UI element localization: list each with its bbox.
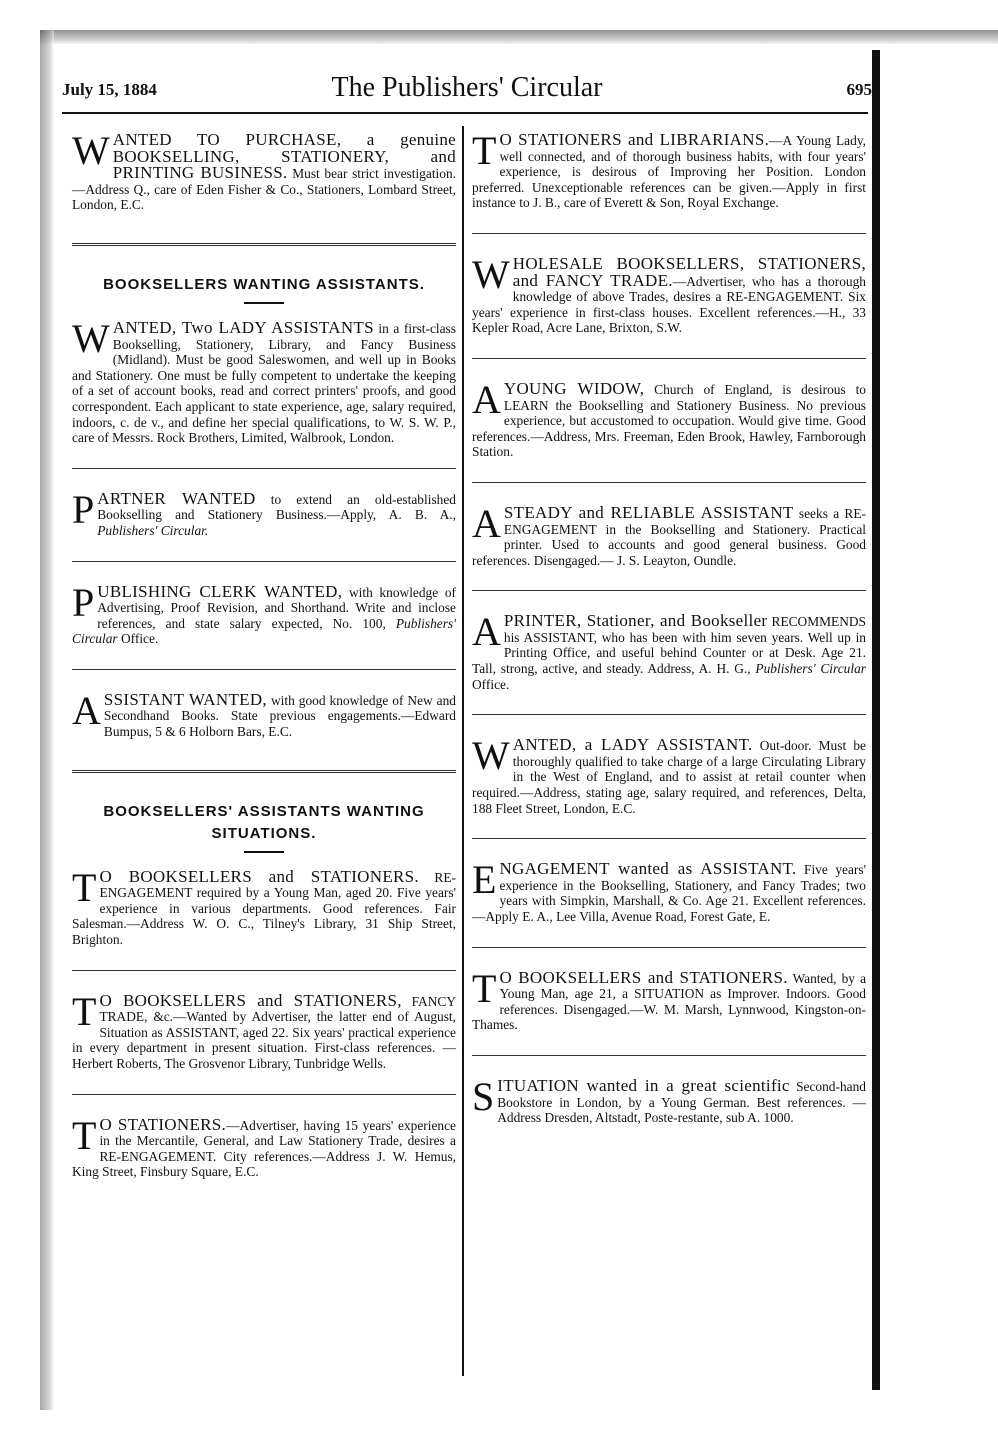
drop-cap: P bbox=[72, 486, 95, 532]
advert-body: Second-hand Bookstore in London, by a Young German. Best references. — Address Dresden, Altstadt, Poste-restante, sub A. 1000. bbox=[497, 1078, 866, 1126]
drop-cap: E bbox=[472, 857, 497, 903]
advert-booksellers-stationers-1 bbox=[72, 864, 456, 948]
advert-partner-wanted bbox=[72, 486, 456, 539]
advert-body: —Advertiser, who has a thorough knowledge of above Trades, desires a RE-ENGAGEMENT. Six years' experience in first-class houses. Excellent references.—H., 33 Kepler Road, Acre Lane, Brixton, S.W. bbox=[472, 273, 866, 336]
binding-bar bbox=[872, 50, 880, 1390]
divider bbox=[472, 358, 866, 359]
left-column bbox=[72, 128, 456, 1180]
drop-cap: T bbox=[72, 864, 97, 910]
drop-cap: S bbox=[472, 1073, 495, 1119]
advert-heading: ANTED, a LADY ASSISTANT. bbox=[512, 735, 753, 755]
advert-heading: ANTED, Two LADY ASSISTANTS bbox=[112, 317, 374, 337]
drop-cap: W bbox=[472, 251, 510, 297]
advert-to-stationers bbox=[72, 1112, 456, 1180]
advert-heading: ANTED TO PURCHASE, a genuine BOOKSELLING, STATIONERY, and PRINTING BUSINESS. bbox=[112, 130, 456, 183]
drop-cap: W bbox=[72, 128, 110, 173]
drop-cap: A bbox=[472, 609, 501, 655]
advert-body: RECOMMENDS his ASSISTANT, who has been with him seven years. Well up in Printing Office, and useful behind Counter or at Desk. Age 21. Tall, strong, active, and steady. Address, A. H. G., bbox=[472, 614, 867, 677]
column-divider bbox=[462, 126, 464, 1376]
scan-edge-left bbox=[40, 30, 54, 1410]
drop-cap: T bbox=[472, 965, 497, 1011]
advert-heading: ITUATION wanted in a great scientific bbox=[497, 1075, 790, 1095]
drop-cap: A bbox=[72, 687, 101, 733]
advert-stationers-librarians bbox=[472, 128, 866, 211]
advert-body: FANCY TRADE, &c.—Wanted by Advertiser, the latter end of August, Situation as ASSISTANT, aged 22. Six years' practical experience in every department in present situation. First-class references. — Herbert Roberts, The Grosvenor Library, Tunbridge Wells. bbox=[72, 993, 456, 1071]
divider bbox=[72, 669, 456, 670]
advert-wholesale-booksellers bbox=[472, 251, 866, 336]
scan-edge-top bbox=[40, 30, 998, 44]
advert-body: Church of England, is desirous to LEARN the Bookselling and Stationery Business. No previous experience, but accustomed to occupation. Would give time. Good references.—Address, Mrs. Freeman, Eden Brook, Hawley, Farnborough Station. bbox=[472, 381, 866, 460]
right-column bbox=[472, 128, 867, 1126]
advert-heading: O BOOKSELLERS and STATIONERS. bbox=[499, 967, 788, 987]
page-header bbox=[62, 72, 872, 108]
advert-body: with good knowledge of New and Secondhand Books. State previous engagements.—Edward Bumpus, 5 & 6 Holborn Bars, E.C. bbox=[103, 692, 456, 740]
short-rule bbox=[244, 851, 284, 853]
advert-body: with knowledge of Advertising, Proof Revision, and Shorthand. Write and inclose references, and state salary expected, No. 100, bbox=[97, 584, 456, 631]
short-rule bbox=[244, 302, 284, 304]
advert-italic: Publishers' Circular. bbox=[97, 522, 209, 538]
advert-body: —A Young Lady, well connected, and of thorough business habits, with four years' experience, is desirous of Improving her Position. London preferred. Unexceptionable references can be given.—Apply in first instance to J. B., care of Everett & Son, Royal Exchange. bbox=[472, 133, 866, 211]
header-page-number: 695 bbox=[846, 80, 872, 99]
advert-heading: O STATIONERS and LIBRARIANS. bbox=[499, 130, 770, 149]
advert-wanted-to-purchase bbox=[72, 128, 456, 213]
advert-scientific-bookstore bbox=[472, 1073, 866, 1126]
advert-body: Five years' experience in the Bookselling, Stationery, and Fancy Trades; two years with Simpkin, Marshall, & Co. Age 21. Excellent references.—Apply E. A., Lee Villa, Avenue Road, Forest Gate, E. bbox=[472, 862, 866, 924]
advert-publishing-clerk bbox=[72, 579, 456, 647]
advert-body: Out-door. Must be thoroughly qualified to take charge of a large Circulating Library in the West of England, and to assist at retail counter when required.—Address, stating age, salary required, and references, Delta, 188 Fleet Street, London, E.C. bbox=[472, 738, 866, 816]
divider bbox=[472, 838, 866, 839]
advert-body: —Advertiser, having 15 years' experience in the Mercantile, General, and Law Stationery Trade, desires a RE-ENGAGEMENT. City references.—Address J. W. Hemus, King Street, Finsbury Square, E.C. bbox=[72, 1117, 456, 1180]
header-rule bbox=[62, 112, 868, 114]
advert-engagement-wanted bbox=[472, 857, 866, 924]
drop-cap: T bbox=[472, 128, 497, 173]
advert-body: in a first-class Bookselling, Stationery, Library, and Fancy Business (Midland). Must be good Saleswomen, and well up in Books and Stationery. One must be fully competent to undertake the keeping of a set of account books, read and correct printers' proofs, and good correspondent. Each applicant to state experience, age, salary required, indoors, c. de v., and define her special qualifications, to W. S. W. P., care of Messrs. Rock Brothers, Limited, Walbrook, London. bbox=[72, 320, 456, 446]
advert-young-widow bbox=[472, 376, 866, 460]
advert-printer-recommends bbox=[472, 609, 867, 692]
double-divider bbox=[72, 770, 456, 773]
advert-body: Wanted, by a Young Man, age 21, a SITUATION as Improver. Indoors. Good references. Disengaged.—W. M. Marsh, Lynnwood, Kingston-on-Thames. bbox=[472, 970, 867, 1033]
header-date: July 15, 1884 bbox=[62, 80, 157, 99]
divider bbox=[472, 1055, 866, 1056]
divider bbox=[72, 468, 456, 469]
drop-cap: T bbox=[72, 988, 97, 1034]
advert-heading: ARTNER WANTED bbox=[97, 488, 256, 508]
advert-heading: O BOOKSELLERS and STATIONERS. bbox=[99, 866, 419, 886]
advert-improver-situation bbox=[472, 965, 867, 1033]
advert-body: to extend an old-established Bookselling and Stationery Business.—Apply, A. B. A., bbox=[97, 491, 456, 523]
divider bbox=[72, 1094, 456, 1095]
advert-heading: SSISTANT WANTED, bbox=[103, 689, 267, 709]
advert-italic: Publishers' Circular bbox=[755, 661, 866, 677]
divider bbox=[472, 714, 866, 715]
divider bbox=[472, 482, 866, 483]
advert-booksellers-stationers-2 bbox=[72, 988, 456, 1072]
drop-cap: W bbox=[472, 733, 510, 779]
advert-heading: STEADY and RELIABLE ASSISTANT bbox=[503, 502, 794, 522]
advert-lady-assistant-outdoor bbox=[472, 733, 866, 816]
section-heading-wanting-assistants: BOOKSELLERS WANTING ASSISTANTS. bbox=[103, 275, 425, 293]
advert-steady-assistant bbox=[472, 500, 866, 568]
divider bbox=[472, 947, 866, 948]
advert-body: RE-ENGAGEMENT required by a Young Man, aged 20. Five years' experience in various departments. Good references. Fair Salesman.—Address W. O. C., Tilney's Library, 31 Ship Street, Brighton. bbox=[72, 869, 456, 948]
drop-cap: P bbox=[72, 579, 95, 625]
divider bbox=[472, 590, 866, 591]
advert-heading: O BOOKSELLERS and STATIONERS, bbox=[99, 990, 402, 1010]
advert-tail: Office. bbox=[117, 631, 159, 647]
drop-cap: W bbox=[72, 315, 110, 361]
drop-cap: T bbox=[72, 1112, 97, 1158]
advert-heading: NGAGEMENT wanted as ASSISTANT. bbox=[499, 859, 797, 879]
advert-heading: YOUNG WIDOW, bbox=[503, 378, 645, 398]
section-heading-wanting-situations: BOOKSELLERS' ASSISTANTS WANTING SITUATIONS. bbox=[103, 802, 425, 842]
drop-cap: A bbox=[472, 500, 501, 546]
drop-cap: A bbox=[472, 376, 501, 422]
advert-heading: HOLESALE BOOKSELLERS, STATIONERS, and FANCY TRADE. bbox=[512, 253, 866, 290]
advert-tail: Office. bbox=[472, 676, 510, 692]
advert-heading: O STATIONERS. bbox=[99, 1114, 227, 1134]
advert-heading: PRINTER, Stationer, and Bookseller bbox=[503, 611, 768, 631]
advert-body: Must bear strict investigation.—Address Q., care of Eden Fisher & Co., Stationers, Lombard Street, London, E.C. bbox=[72, 166, 456, 213]
advert-body: seeks a RE-ENGAGEMENT in the Bookselling and Stationery. Practical printer. Used to accounts and good general business. Good references. Disengaged.— J. S. Leayton, Oundle. bbox=[472, 505, 866, 568]
header-title: The Publishers' Circular bbox=[331, 72, 603, 103]
advert-italic: Publishers' Circular bbox=[72, 615, 456, 647]
divider bbox=[72, 561, 456, 562]
divider bbox=[472, 233, 866, 234]
double-divider bbox=[72, 243, 456, 246]
divider bbox=[72, 970, 456, 971]
advert-lady-assistants bbox=[72, 315, 456, 446]
advert-heading: UBLISHING CLERK WANTED, bbox=[97, 581, 343, 601]
advert-assistant-wanted bbox=[72, 687, 456, 740]
